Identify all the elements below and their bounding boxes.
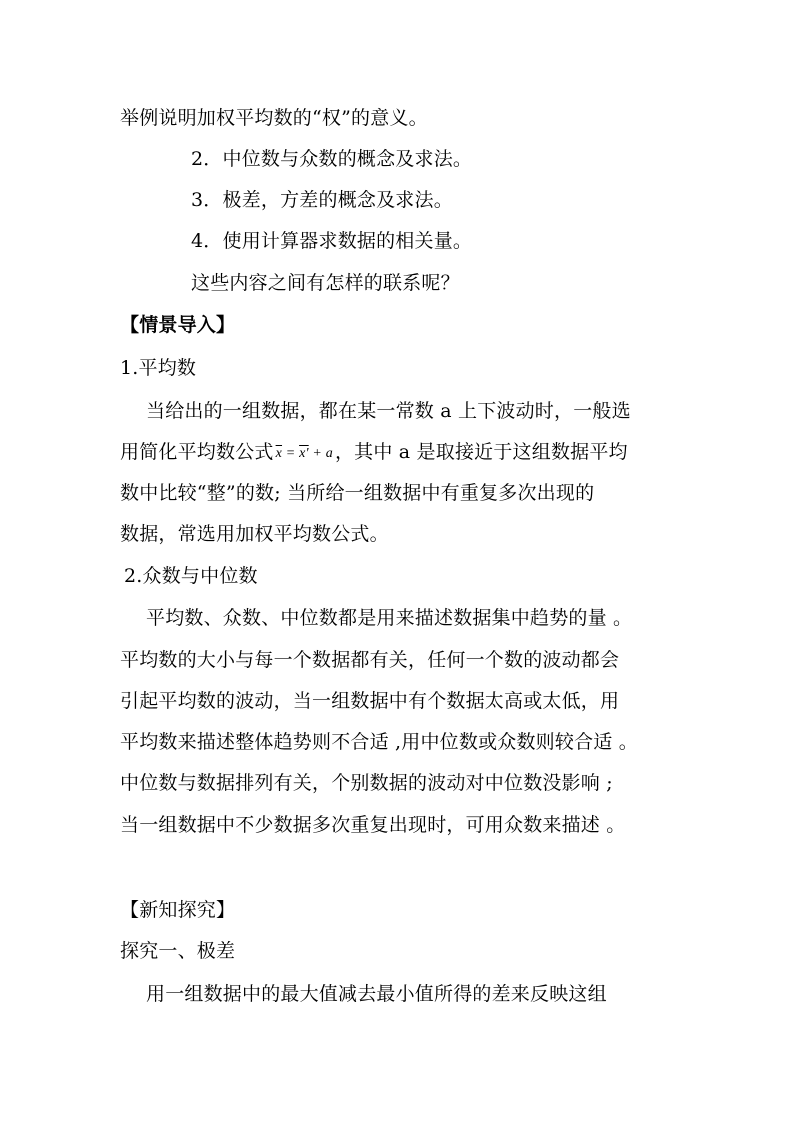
formula-x-prime-bar: x': [299, 446, 309, 461]
formula-equals: =: [282, 446, 300, 461]
range-paragraph-line-1: 用一组数据中的最大值减去最小值所得的差来反映这组: [146, 983, 607, 1005]
subheading-range: 探究一、极差: [120, 940, 236, 962]
intro-item-2: 2．中位数与众数的概念及求法。: [191, 148, 473, 170]
mean-paragraph-line-1: 当给出的一组数据，都在某一常数 a 上下波动时，一般选: [146, 400, 631, 422]
intro-item-3: 3．极差，方差的概念及求法。: [191, 189, 453, 211]
intro-item-4: 4．使用计算器求数据的相关量。: [191, 230, 473, 252]
formula-x-bar: $\overline{x}$: [275, 446, 283, 461]
subheading-mode-median: 2.众数与中位数: [124, 565, 258, 587]
subheading-mean: 1.平均数: [120, 357, 197, 379]
mode-median-paragraph-line-1: 平均数、众数、中位数都是用来描述数据集中趋势的量 。: [146, 607, 633, 629]
mode-median-paragraph-line-2: 平均数的大小与每一个数据都有关，任何一个数的波动都会: [120, 649, 620, 671]
mean-paragraph-line-3: 数中比较“整”的数; 当所给一组数据中有重复多次出现的: [120, 482, 595, 504]
intro-line-1: 举例说明加权平均数的“权”的意义。: [120, 107, 428, 129]
intro-question: 这些内容之间有怎样的联系呢？: [191, 272, 460, 294]
mean-paragraph-line-2-end: ，其中 a 是取接近于这组数据平均: [334, 441, 628, 463]
section-heading-situation: 【情景导入】: [120, 314, 236, 336]
mean-paragraph-line-4: 数据，常选用加权平均数公式。: [120, 523, 389, 545]
formula-plus-a: + a: [308, 446, 333, 461]
mean-paragraph-line-2-start: 用简化平均数公式: [120, 441, 274, 463]
mode-median-paragraph-line-3: 引起平均数的波动，当一组数据中有个数据太高或太低，用: [120, 690, 620, 712]
mode-median-paragraph-line-4: 平均数来描述整体趋势则不合适 ,用中位数或众数则较合适 。: [120, 731, 638, 753]
mode-median-paragraph-line-6: 当一组数据中不少数据多次重复出现时，可用众数来描述 。: [120, 814, 626, 836]
mean-paragraph-line-2: [120, 440, 628, 466]
section-heading-new-knowledge: 【新知探究】: [120, 899, 236, 921]
simplified-mean-formula: [274, 442, 335, 466]
mode-median-paragraph-line-5: 中位数与数据排列有关，个别数据的波动对中位数没影响 ;: [120, 772, 613, 794]
